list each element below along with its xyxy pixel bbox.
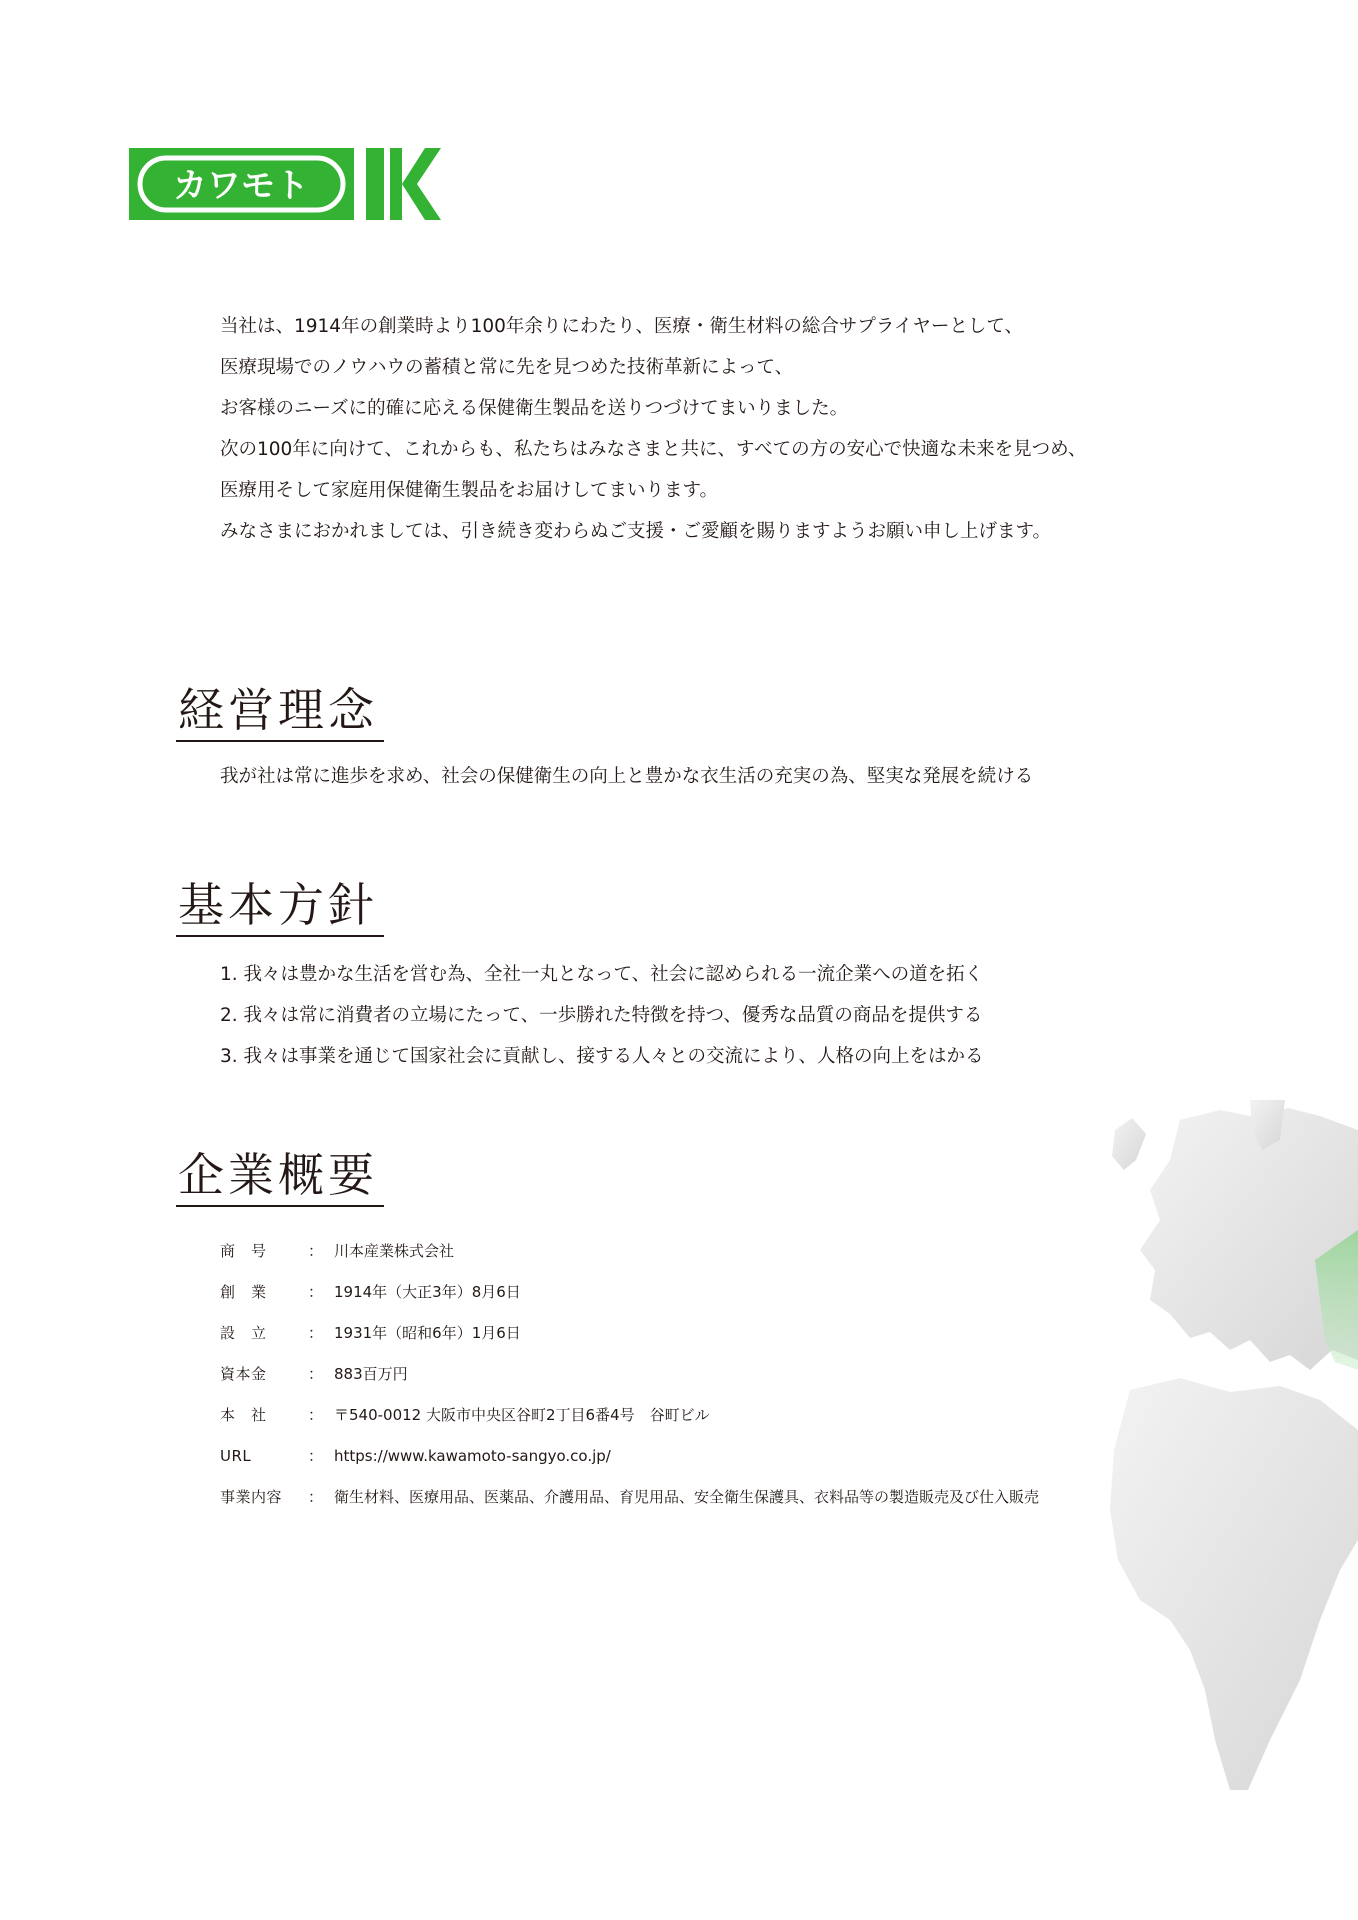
profile-separator: ： [308, 1242, 324, 1260]
africa-shape [1110, 1378, 1358, 1790]
profile-heading-rule [176, 1205, 384, 1207]
philosophy-text: 我が社は常に進歩を求め、社会の保健衛生の向上と豊かな衣生活の充実の為、堅実な発展を続ける [220, 766, 1034, 787]
profile-row [220, 1312, 1039, 1353]
intro-line: 医療用そして家庭用保健衛生製品をお届けしてまいります。 [220, 480, 719, 501]
profile-value: 衛生材料、医療用品、医薬品、介護用品、育児用品、安全衛生保護具、衣料品等の製造販売及び仕入販売 [334, 1488, 1040, 1506]
logo-text: カワモト [173, 166, 309, 206]
logo-k-mark [366, 148, 441, 220]
profile-separator: ： [308, 1365, 324, 1383]
profile-key: 資本金 [220, 1365, 267, 1383]
profile-value: 883百万円 [334, 1365, 408, 1383]
policy-heading-rule [176, 935, 384, 937]
intro-line: お客様のニーズに的確に応える保健衛生製品を送りつづけてまいりました。 [220, 398, 849, 419]
profile-separator: ： [308, 1283, 324, 1301]
uk-shape [1112, 1118, 1146, 1170]
policy-list [220, 954, 984, 1077]
profile-separator: ： [308, 1324, 324, 1342]
policy-item: 3. 我々は事業を通じて国家社会に貢献し、接する人々との交流により、人格の向上をはかる [220, 1046, 984, 1067]
profile-row [220, 1435, 1039, 1476]
profile-key: 本 社 [220, 1406, 267, 1424]
profile-value: 〒540-0012 大阪市中央区谷町2丁目6番4号 谷町ビル [334, 1406, 710, 1424]
intro-text [220, 306, 1220, 552]
profile-value: https://www.kawamoto-sangyo.co.jp/ [334, 1446, 611, 1465]
policy-heading: 基本方針 [178, 878, 378, 932]
policy-item: 2. 我々は常に消費者の立場にたって、一歩勝れた特徴を持つ、優秀な品質の商品を提供する [220, 1005, 983, 1026]
philosophy-heading-rule [176, 740, 384, 742]
intro-line: 次の100年に向けて、これからも、私たちはみなさまと共に、すべての方の安心で快適な未来を見つめ、 [220, 439, 1087, 460]
world-map-decoration [1110, 1100, 1358, 1800]
profile-key: 創 業 [220, 1283, 267, 1301]
profile-key: 設 立 [220, 1324, 267, 1342]
policy-item: 1. 我々は豊かな生活を営む為、全社一丸となって、社会に認められる一流企業への道を拓く [220, 964, 984, 985]
profile-row [220, 1476, 1039, 1517]
company-profile-table [220, 1230, 1039, 1517]
profile-key: URL [220, 1446, 252, 1465]
profile-value: 1914年（大正3年）8月6日 [334, 1283, 521, 1301]
profile-separator: ： [308, 1488, 324, 1506]
kawamoto-logo [129, 148, 441, 220]
profile-row [220, 1353, 1039, 1394]
profile-key: 事業内容 [220, 1488, 283, 1506]
profile-key: 商 号 [220, 1242, 267, 1260]
profile-value: 1931年（昭和6年）1月6日 [334, 1324, 521, 1342]
profile-row [220, 1230, 1039, 1271]
profile-row [220, 1271, 1039, 1312]
profile-row [220, 1394, 1039, 1435]
intro-line: 当社は、1914年の創業時より100年余りにわたり、医療・衛生材料の総合サプライヤーとして、 [220, 316, 1023, 337]
profile-separator: ： [308, 1447, 324, 1465]
profile-heading: 企業概要 [178, 1148, 378, 1202]
profile-value: 川本産業株式会社 [334, 1242, 455, 1260]
philosophy-heading: 経営理念 [178, 683, 378, 737]
intro-line: 医療現場でのノウハウの蓄積と常に先を見つめた技術革新によって、 [220, 357, 794, 378]
profile-separator: ： [308, 1406, 324, 1424]
intro-line: みなさまにおかれましては、引き続き変わらぬご支援・ご愛顧を賜りますようお願い申し上げます。 [220, 521, 1052, 542]
